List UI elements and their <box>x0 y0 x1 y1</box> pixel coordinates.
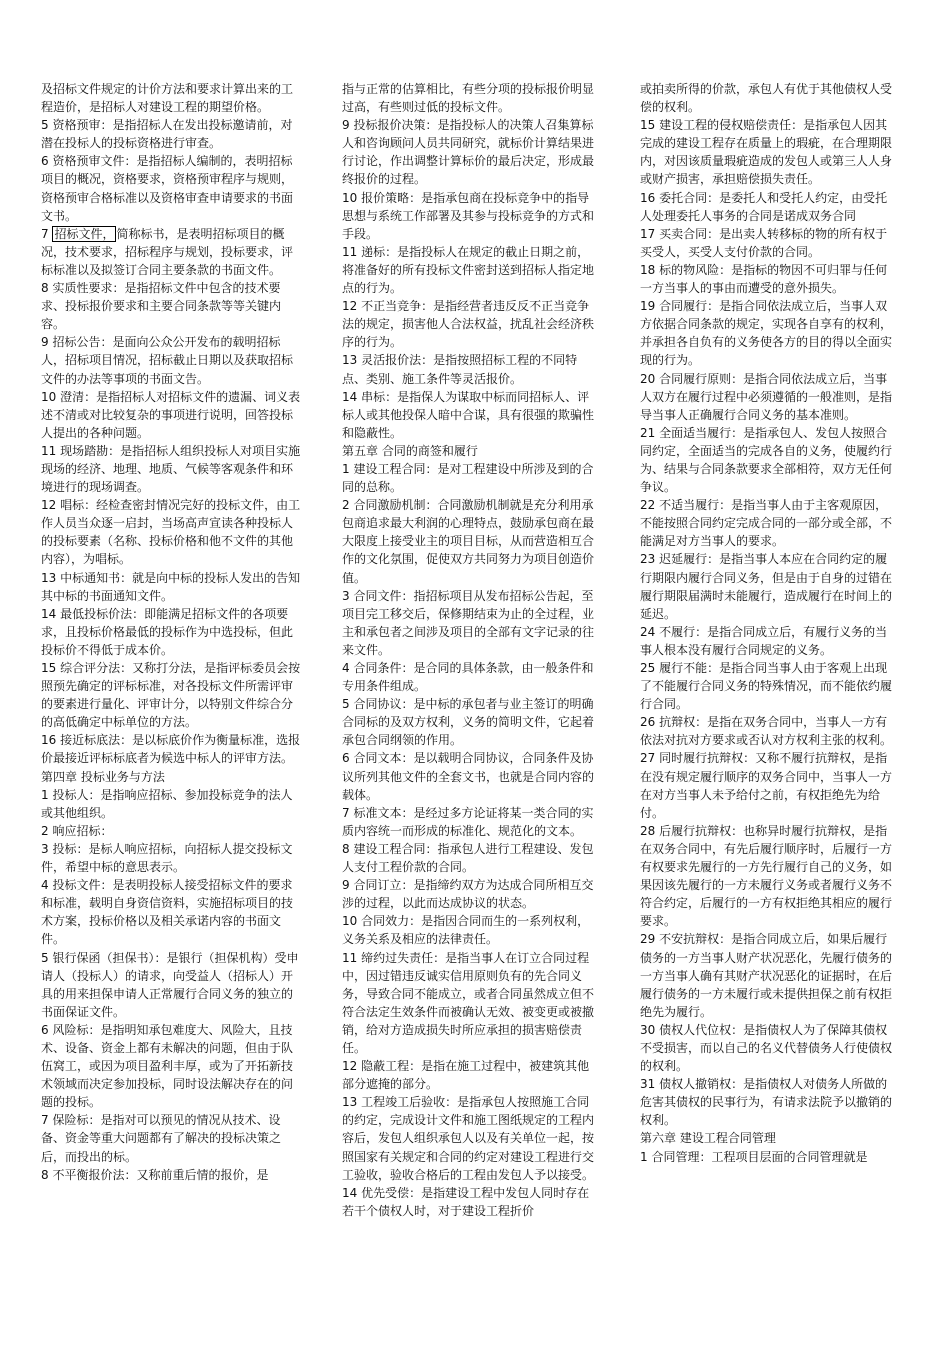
paragraph-text: 或拍卖所得的价款，承包人有优于其他债权人受偿的权利。 <box>640 82 893 115</box>
definition-paragraph <box>41 731 303 767</box>
definition-paragraph <box>640 189 898 225</box>
definition-paragraph <box>342 1184 600 1220</box>
paragraph-text: 7 标准文本：是经过多方论证将某一类合同的实质内容统一而形成的标准化、规范化的文本。 <box>342 805 594 838</box>
paragraph-text: 11 缔约过失责任：是指当事人在订立合同过程中，因过错违反诚实信用原则负有的先合同义务，导致合同不能成立，或者合同虽然成立但不符合法定生效条件而被确认无效、被变更或被撤销，给对方造成损失时所应承担的损害赔偿责任。 <box>342 950 595 1055</box>
definition-paragraph <box>342 388 600 442</box>
definition-paragraph <box>41 80 303 116</box>
definition-paragraph <box>41 822 303 840</box>
paragraph-text: 14 最低投标价法：即能满足招标文件的各项要求，且投标价格最低的投标作为中选投标，但此投标价不得低于成本价。 <box>41 606 294 657</box>
definition-paragraph <box>640 822 898 931</box>
definition-paragraph <box>640 659 898 713</box>
definition-paragraph <box>342 460 600 496</box>
paragraph-text: 5 合同协议：是中标的承包者与业主签订的明确合同标的及双方权利，义务的简明文件，它起着承包合同纲领的作用。 <box>342 697 595 748</box>
definition-paragraph <box>342 804 600 840</box>
definition-paragraph <box>342 749 600 803</box>
paragraph-text: 6 风险标：是指明知承包难度大、风险大，且技术、设备、资金上都有未解决的问题，但由于队伍窝工，或因为项目盈利丰厚，或为了开拓新技术领域而决定参加投标，同时设法解决存在的问题的投标。 <box>41 1022 294 1110</box>
paragraph-text: 23 迟延履行：是指当事人本应在合同约定的履行期限内履行合同义务，但是由于自身的过错在履行期限届满时未能履行，造成履行在时间上的延迟。 <box>640 552 893 621</box>
heading-text: 第六章 建设工程合同管理 <box>640 1131 776 1146</box>
definition-paragraph <box>640 80 898 116</box>
paragraph-text: 10 澄清：是指招标人对招标文件的遗漏、词义表述不清或对比较复杂的事项进行说明，回答投标人提出的各种问题。 <box>41 389 301 440</box>
paragraph-text: 27 同时履行抗辩权：又称不履行抗辩权，是指在没有规定履行顺序的双务合同中，当事人一方在对方当事人未予给付之前，有权拒绝先为给付。 <box>640 751 893 820</box>
paragraph-text: 1 合同管理：工程项目层面的合同管理就是 <box>640 1149 868 1164</box>
definition-paragraph <box>41 949 303 1021</box>
definition-paragraph <box>342 949 600 1058</box>
definition-paragraph <box>41 496 303 568</box>
paragraph-text: 21 全面适当履行：是指承包人、发包人按照合同约定，全面适当的完成各自的义务，使履约行为、结果与合同条款要求全部相符，双方无任何争议。 <box>640 425 893 495</box>
paragraph-text: 16 委托合同：是委托人和受托人约定，由受托人处理委托人事务的合同是诺成双务合同 <box>640 190 888 223</box>
paragraph-text: 5 银行保函（担保书）：是银行（担保机构）受申请人（投标人）的请求，向受益人（招标人）开具的用来担保申请人正常履行合同义务的独立的书面保证文件。 <box>41 950 299 1019</box>
paragraph-text: 20 合同履行原则：是指合同依法成立后，当事人双方在履行过程中必须遵循的一般准则，是指导当事人正确履行合同义务的基本准则。 <box>640 371 893 422</box>
paragraph-text: 6 资格预审文件：是指招标人编制的，表明招标项目的概况，资格要求，资格预审程序与规则，资格预审合格标准以及资格审查申请要求的书面文书。 <box>41 154 294 223</box>
definition-paragraph <box>640 261 898 297</box>
paragraph-text: 9 合同订立：是指缔约双方为达成合同所相互交涉的过程，以此而达成协议的状态。 <box>342 878 594 911</box>
text-column-right <box>640 80 898 1315</box>
paragraph-text: 及招标文件规定的计价方法和要求计算出来的工程造价，是招标人对建设工程的期望价格。 <box>41 82 294 115</box>
paragraph-text: 13 灵活报价法：是指按照招标工程的不同特点、类别、施工条件等灵活报价。 <box>342 353 578 386</box>
paragraph-text: 30 债权人代位权：是指债权人为了保障其债权不受损害，而以自己的名义代替债务人行使债权的权利。 <box>640 1022 893 1074</box>
definition-paragraph <box>640 496 898 550</box>
paragraph-text: 简称标书，是表明招标项目的概况，技术要求，招标程序与规划，投标要求，评标标准以及拟签订合同主要条款的书面文件。 <box>41 226 294 277</box>
definition-paragraph <box>640 623 898 659</box>
paragraph-text: 4 投标文件：是表明投标人接受招标文件的要求和标准，载明自身资信资料，实施招标项目的技术方案，投标价格以及相关承诺内容的书面文件。 <box>41 878 294 947</box>
paragraph-text: 11 递标：是指投标人在规定的截止日期之前，将准备好的所有投标文件密封送到招标人指定地点的行为。 <box>342 244 595 296</box>
definition-paragraph <box>342 587 600 659</box>
definition-paragraph <box>41 333 303 387</box>
definition-paragraph <box>640 116 898 188</box>
paragraph-text: 指与正常的估算相比，有些分项的投标报价明显过高，有些则过低的投标文件。 <box>342 82 595 115</box>
heading-text: 第四章 投标业务与方法 <box>41 769 165 784</box>
paragraph-text: 17 买卖合同：是出卖人转移标的物的所有权于买受人，买受人支付价款的合同。 <box>640 226 888 259</box>
definition-paragraph <box>41 1111 303 1165</box>
boxed-term: 招标文件， <box>54 226 115 241</box>
definition-paragraph <box>640 550 898 622</box>
paragraph-text: 4 合同条件：是合同的具体条款，由一般条件和专用条件组成。 <box>342 661 594 694</box>
paragraph-text: 3 合同文件：指招标项目从发布招标公告起，至项目完工移交后，保修期结束为止的全过程，业主和承包者之间涉及项目的全部有文字记录的往来文件。 <box>342 588 595 657</box>
paragraph-text: 13 工程竣工后验收：是指承包人按照施工合同的约定，完成设计文件和施工图纸规定的工程内容后，发包人组织承包人以及有关单位一起，按照国家有关规定和合同的约定对建设工程进行交工验收，验收合格后的工程由发包人予以接受。 <box>342 1095 595 1182</box>
definition-paragraph <box>342 116 600 188</box>
definition-paragraph <box>41 786 303 822</box>
paragraph-text: 2 合同激励机制：合同激励机制就是充分利用承包商追求最大利润的心理特点，鼓励承包商在最大限度上接受业主的项目目标，从而营造相互合作的文化氛围，促使双方共同努力为项目创造价值。 <box>342 498 595 585</box>
definition-paragraph <box>640 1148 898 1166</box>
paragraph-text: 31 债权人撤销权：是指债权人对债务人所做的危害其债权的民事行为，有请求法院予以撤销的权利。 <box>640 1077 893 1128</box>
definition-paragraph <box>640 225 898 261</box>
paragraph-text: 1 建设工程合同：是对工程建设中所涉及到的合同的总称。 <box>342 461 594 495</box>
paragraph-text: 6 合同文本：是以载明合同协议，合同条件及协议所列其他文件的全套文书，也就是合同内容的载体。 <box>342 751 595 802</box>
definition-paragraph <box>41 116 303 152</box>
heading-text: 第五章 合同的商签和履行 <box>342 443 478 458</box>
definition-paragraph <box>342 659 600 695</box>
section-heading <box>342 442 600 460</box>
definition-paragraph <box>342 351 600 387</box>
paragraph-text: 12 不正当竞争：是指经营者违反反不正当竞争法的规定，损害他人合法权益，扰乱社会经济秩序的行为。 <box>342 299 595 350</box>
text-column-left <box>41 80 303 1315</box>
definition-paragraph <box>342 496 600 586</box>
paragraph-text: 18 标的物风险：是指标的物因不可归罪与任何一方当事人的事由而遭受的意外损失。 <box>640 262 888 296</box>
definition-paragraph <box>41 1166 303 1184</box>
paragraph-text: 24 不履行：是指合同成立后，有履行义务的当事人根本没有履行合同规定的义务。 <box>640 624 888 657</box>
section-heading <box>640 1129 898 1147</box>
paragraph-text: 7 保险标：是指对可以预见的情况从技术、设备、资金等重大问题都有了解决的投标决策之后，而投出的标。 <box>41 1113 282 1164</box>
definition-paragraph <box>41 152 303 224</box>
definition-paragraph <box>41 569 303 605</box>
paragraph-text: 13 中标通知书：就是向中标的投标人发出的告知其中标的书面通知文件。 <box>41 570 301 603</box>
definition-paragraph <box>640 1021 898 1075</box>
definition-paragraph <box>640 930 898 1020</box>
definition-paragraph <box>342 80 600 116</box>
paragraph-text: 28 后履行抗辩权：也称异时履行抗辩权，是指在双务合同中，有先后履行顺序时，后履行一方有权要求先履行的一方先行履行自己的义务，如果因该先履行的一方未履行义务或者履行义务不符合约定，后履行的一方有权拒绝其相应的履行要求。 <box>640 823 893 929</box>
paragraph-text: 16 接近标底法：是以标底价作为衡量标准，选报价最接近评标标底者为候选中标人的评审方法。 <box>41 733 301 766</box>
paragraph-text: 8 不平衡报价法：又称前重后情的报价，是 <box>41 1167 269 1182</box>
definition-paragraph <box>640 713 898 749</box>
definition-paragraph <box>640 297 898 369</box>
definition-paragraph <box>41 442 303 496</box>
definition-paragraph <box>41 388 303 442</box>
paragraph-text: 11 现场踏勘：是指招标人组织投标人对项目实施现场的经济、地理、地质、气候等客观条件和环境进行的现场调查。 <box>41 443 301 495</box>
definition-paragraph <box>640 370 898 424</box>
paragraph-text: 15 综合评分法：又称打分法，是指评标委员会按照预先确定的评标标准，对各投标文件所需评审的要素进行量化、评审计分，以特别文件综合分的高低确定中标单位的方法。 <box>41 661 301 730</box>
definition-paragraph <box>41 840 303 876</box>
term-number: 7 <box>41 226 53 241</box>
paragraph-text: 9 招标公告：是面向公众公开发布的载明招标人，招标项目情况，招标截止日期以及获取招标文件的办法等事项的书面文告。 <box>41 335 294 386</box>
paragraph-text: 8 实质性要求：是指招标文件中包含的技术要求、投标报价要求和主要合同条款等等关键内容。 <box>41 281 282 332</box>
paragraph-text: 26 抗辩权：是指在双务合同中，当事人一方有依法对抗对方要求或否认对方权利主张的权利。 <box>640 715 893 748</box>
definition-paragraph <box>342 912 600 948</box>
definition-paragraph <box>342 189 600 243</box>
paragraph-text: 2 响应招标： <box>41 823 113 838</box>
paragraph-text: 5 资格预审：是指招标人在发出投标邀请前，对潜在投标人的投标资格进行审查。 <box>41 118 293 151</box>
paragraph-text: 8 建设工程合同：指承包人进行工程建设、发包人支付工程价款的合同。 <box>342 841 594 875</box>
definition-paragraph <box>342 876 600 912</box>
paragraph-text: 9 投标报价决策：是指投标人的决策人召集算标人和咨询顾问人员共同研究，就标价计算结果进行讨论，作出调整计算标价的最后决定，形成最终报价的过程。 <box>342 118 595 187</box>
definition-paragraph <box>342 243 600 297</box>
definition-paragraph <box>342 297 600 351</box>
paragraph-text: 10 报价策略：是指承包商在投标竞争中的指导思想与系统工作部署及其参与投标竞争的方式和手段。 <box>342 190 595 241</box>
paragraph-text: 29 不安抗辩权：是指合同成立后，如果后履行债务的一方当事人财产状况恶化，先履行债务的一方当事人确有其财产状况恶化的证据时，在后履行债务的一方未履行或未提供担保之前有权拒绝先为履行。 <box>640 932 893 1019</box>
text-column-middle <box>342 80 600 1315</box>
paragraph-text: 1 投标人：是指响应招标、参加投标竞争的法人或其他组织。 <box>41 787 293 820</box>
definition-paragraph <box>640 749 898 821</box>
paragraph-text: 25 履行不能：是指合同当事人由于客观上出现了不能履行合同义务的特殊情况，而不能依约履行合同。 <box>640 661 893 712</box>
paragraph-text: 12 隐蔽工程：是指在施工过程中，被建筑其他部分遮掩的部分。 <box>342 1059 590 1092</box>
definition-paragraph <box>342 840 600 876</box>
definition-paragraph <box>342 695 600 749</box>
definition-paragraph <box>41 605 303 659</box>
paragraph-text: 10 合同效力：是指因合同而生的一系列权利，义务关系及相应的法律责任。 <box>342 914 590 947</box>
definition-paragraph <box>41 876 303 948</box>
paragraph-text: 19 合同履行：是指合同依法成立后，当事人双方依据合同条款的规定，实现各自享有的权利，并承担各自负有的义务使各方的目的得以全面实现的行为。 <box>640 299 893 368</box>
definition-paragraph <box>640 424 898 496</box>
paragraph-text: 14 串标：是指保人为谋取中标而同招标人、评标人或其他投保人暗中合谋，具有很强的欺骗性和隐蔽性。 <box>342 389 595 440</box>
definition-paragraph <box>640 1075 898 1129</box>
definition-paragraph <box>41 1021 303 1111</box>
section-heading <box>41 768 303 786</box>
definition-paragraph <box>342 1093 600 1183</box>
paragraph-text: 22 不适当履行：是指当事人由于主客观原因，不能按照合同约定完成合同的一部分或全部，不能满足对方当事人的要求。 <box>640 498 893 549</box>
paragraph-text: 14 优先受偿：是指建设工程中发包人同时存在若干个债权人时，对于建设工程折价 <box>342 1185 590 1218</box>
definition-paragraph <box>41 659 303 731</box>
paragraph-text: 12 唱标：经检查密封情况完好的投标文件，由工作人员当众逐一启封，当场高声宣读各种投标人的投标要素（名称、投标价格和他不文件的其他内容），为唱标。 <box>41 498 301 567</box>
definition-paragraph <box>342 1057 600 1093</box>
definition-paragraph <box>41 225 303 279</box>
paragraph-text: 3 投标：是标人响应招标，向招标人提交投标文件，希望中标的意思表示。 <box>41 841 293 875</box>
definition-paragraph <box>41 279 303 333</box>
paragraph-text: 15 建设工程的侵权赔偿责任：是指承包人因其完成的建设工程存在质量上的瑕疵，在合理期限内，对因该质量瑕疵造成的发包人或第三人人身或财产损害，承担赔偿损失责任。 <box>640 118 893 187</box>
